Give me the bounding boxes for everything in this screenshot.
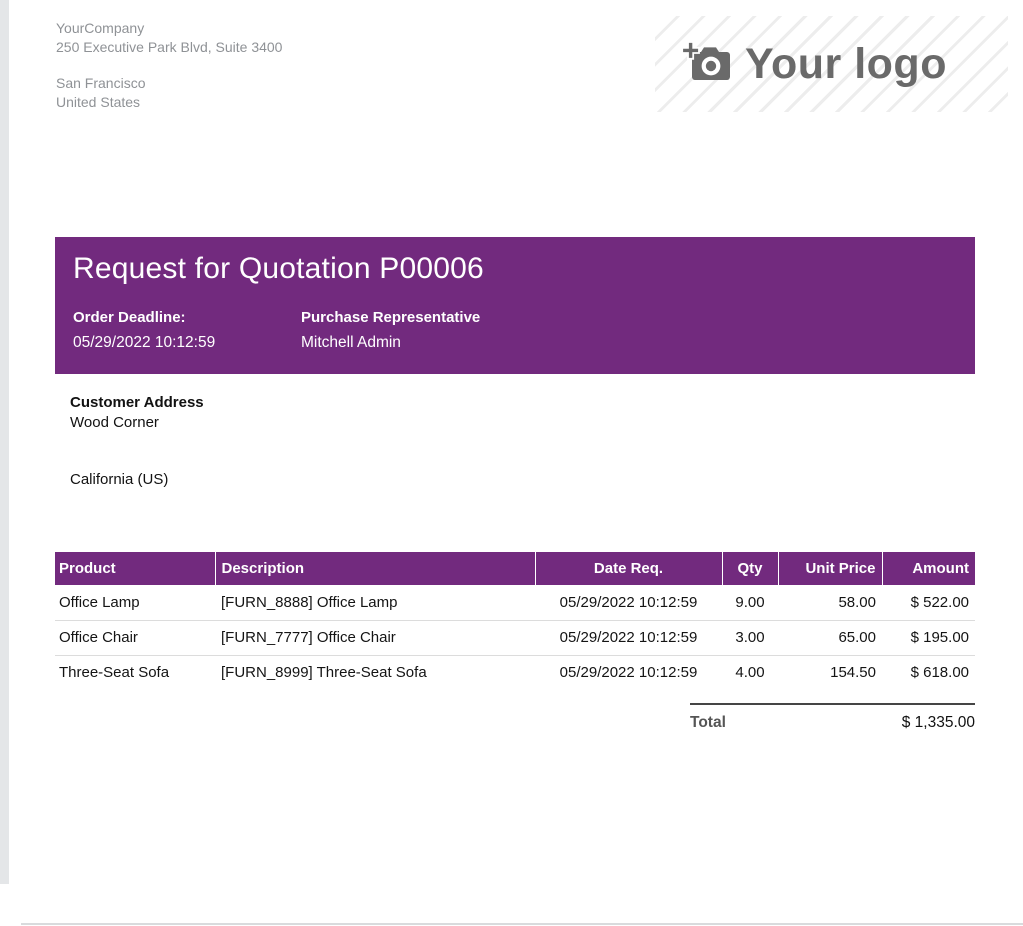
cell-qty: 9.00 <box>722 585 778 620</box>
page-left-edge <box>0 0 9 884</box>
order-deadline-value: 05/29/2022 10:12:59 <box>73 334 216 351</box>
cell-description: [FURN_8888] Office Lamp <box>215 585 535 620</box>
total-row <box>690 703 975 732</box>
table-row <box>55 585 975 620</box>
cell-qty: 3.00 <box>722 620 778 655</box>
cell-unit-price: 65.00 <box>778 620 882 655</box>
camera-plus-icon <box>682 41 732 87</box>
purchase-representative-label: Purchase Representative <box>301 309 481 326</box>
page-bottom-edge <box>21 923 1023 925</box>
cell-amount: $ 522.00 <box>882 585 975 620</box>
cell-unit-price: 58.00 <box>778 585 882 620</box>
cell-qty: 4.00 <box>735 664 765 682</box>
cell-product: Office Chair <box>55 620 215 655</box>
column-header-description: Description <box>215 552 535 585</box>
purchase-representative-value: Mitchell Admin <box>301 334 401 351</box>
company-country: United States <box>56 94 141 110</box>
cell-date-req: 05/29/2022 10:12:59 <box>535 585 722 620</box>
table-body <box>55 585 975 690</box>
order-deadline-block <box>73 309 301 352</box>
order-deadline-label: Order Deadline: <box>73 309 186 326</box>
column-header-amount: Amount <box>882 552 975 585</box>
cell-unit-price: 154.50 <box>830 664 876 682</box>
column-header-unit-price: Unit Price <box>778 552 882 585</box>
customer-name: Wood Corner <box>70 414 159 431</box>
total-label: Total <box>690 714 726 731</box>
table-row <box>55 655 975 690</box>
total-value: $ 1,335.00 <box>901 714 975 731</box>
column-header-date-req: Date Req. <box>535 552 722 585</box>
cell-date-req: 05/29/2022 10:12:59 <box>559 664 698 682</box>
company-city: San Francisco <box>56 75 146 91</box>
table-row <box>55 620 975 655</box>
cell-amount: $ 195.00 <box>882 620 975 655</box>
rfq-banner <box>55 237 975 374</box>
customer-address-block <box>70 393 204 490</box>
column-header-qty: Qty <box>722 552 778 585</box>
cell-product: Three-Seat Sofa <box>59 664 170 682</box>
company-address <box>56 19 282 112</box>
customer-address-label: Customer Address <box>70 394 204 411</box>
logo-text: Your logo <box>745 39 947 88</box>
cell-date-req: 05/29/2022 10:12:59 <box>535 620 722 655</box>
logo-placeholder <box>655 16 1008 112</box>
cell-description: [FURN_7777] Office Chair <box>215 620 535 655</box>
rfq-title: Request for Quotation P00006 <box>73 252 484 285</box>
cell-amount: $ 618.00 <box>910 664 969 682</box>
line-items-table <box>55 552 975 690</box>
purchase-representative-block <box>301 309 480 352</box>
company-street: 250 Executive Park Blvd, Suite 3400 <box>56 39 283 55</box>
table-header-row <box>55 552 975 585</box>
column-header-product: Product <box>55 552 215 585</box>
customer-state: California (US) <box>70 471 169 488</box>
company-name: YourCompany <box>56 20 145 36</box>
cell-product: Office Lamp <box>55 585 215 620</box>
cell-description: [FURN_8999] Three-Seat Sofa <box>221 664 427 682</box>
